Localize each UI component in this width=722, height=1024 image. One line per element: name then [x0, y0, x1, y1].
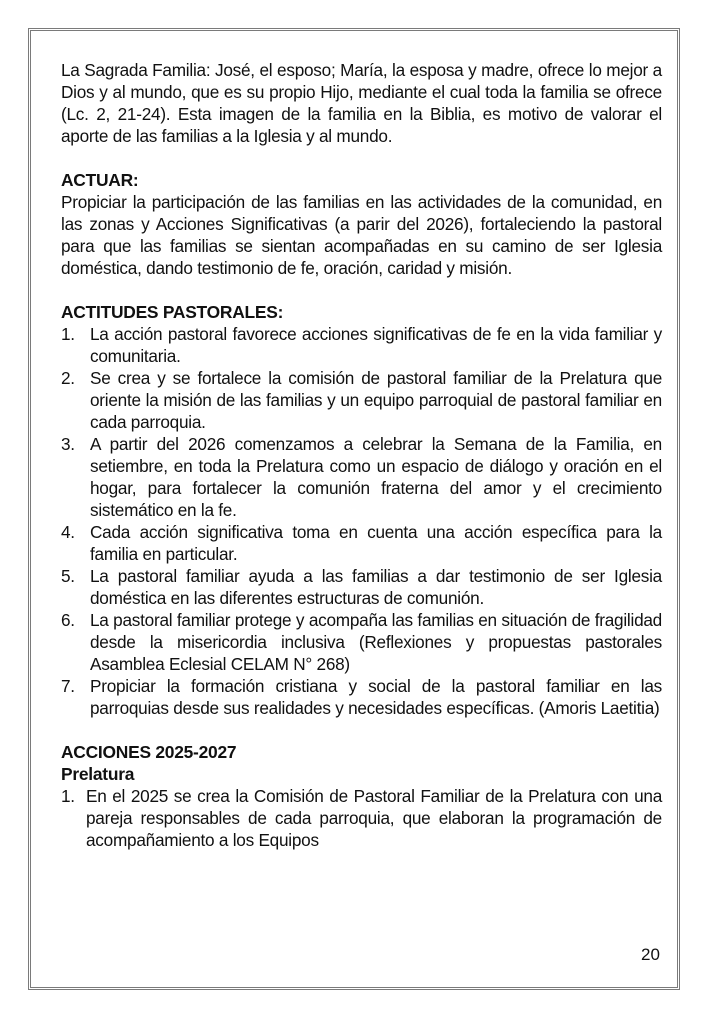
- list-item-number: 7.: [61, 676, 75, 696]
- section-heading-actuar: ACTUAR:: [61, 170, 139, 190]
- subheading-prelatura: Prelatura: [61, 764, 135, 784]
- list-item: [61, 367, 662, 433]
- list-item-text: En el 2025 se crea la Comisión de Pastoral Familiar de la Prelatura con una pareja responsables de cada parroquia, que elaboran la programación de acompañamiento a los Equipos: [86, 786, 662, 850]
- list-item: [61, 521, 662, 565]
- intro-paragraph: La Sagrada Familia: José, el esposo; María, la esposa y madre, ofrece lo mejor a Dios y al mundo, que es su propio Hijo, mediante el cual toda la familia se ofrece (Lc. 2, 21-24). Esta imagen de la familia en la Biblia, es motivo de valorar el aporte de las familias a la Iglesia y al mundo.: [61, 60, 662, 146]
- spacer: [61, 147, 662, 169]
- spacer: [61, 719, 662, 741]
- list-item: [61, 609, 662, 675]
- list-item: [61, 675, 662, 719]
- list-item: [61, 785, 662, 851]
- list-item-text: La acción pastoral favorece acciones significativas de fe en la vida familiar y comunitaria.: [90, 324, 662, 366]
- list-item-text: Cada acción significativa toma en cuenta una acción específica para la familia en particular.: [90, 522, 662, 564]
- list-item-text: A partir del 2026 comenzamos a celebrar la Semana de la Familia, en setiembre, en toda la Prelatura como un espacio de diálogo y oración en el hogar, para fortalecer la comunión fraterna del amor y el crecimiento sistemático en la fe.: [90, 434, 662, 520]
- list-item-number: 5.: [61, 566, 75, 586]
- page-number: 20: [641, 945, 660, 964]
- actitudes-list: [61, 323, 662, 719]
- list-item: [61, 323, 662, 367]
- list-item-number: 1.: [61, 324, 75, 344]
- list-item-text: Se crea y se fortalece la comisión de pastoral familiar de la Prelatura que oriente la misión de las familias y un equipo parroquial de pastoral familiar en cada parroquia.: [90, 368, 662, 432]
- acciones-list: [61, 785, 662, 851]
- actuar-paragraph: Propiciar la participación de las familias en las actividades de la comunidad, en las zonas y Acciones Significativas (a parir del 2026), fortaleciendo la pastoral para que las familias se sientan acompañadas en su camino de ser Iglesia doméstica, dando testimonio de fe, oración, caridad y misión.: [61, 192, 662, 278]
- list-item-number: 1.: [61, 786, 75, 806]
- list-item: [61, 565, 662, 609]
- section-heading-acciones: ACCIONES 2025-2027: [61, 742, 237, 762]
- list-item-number: 4.: [61, 522, 75, 542]
- list-item-number: 2.: [61, 368, 75, 388]
- spacer: [61, 279, 662, 301]
- list-item: [61, 433, 662, 521]
- page-content: [61, 59, 662, 851]
- section-heading-actitudes: ACTITUDES PASTORALES:: [61, 302, 284, 322]
- list-item-number: 3.: [61, 434, 75, 454]
- list-item-text: La pastoral familiar protege y acompaña las familias en situación de fragilidad desde la misericordia inclusiva (Reflexiones y propuestas pastorales Asamblea Eclesial CELAM N° 268): [90, 610, 662, 674]
- list-item-text: La pastoral familiar ayuda a las familias a dar testimonio de ser Iglesia doméstica en las diferentes estructuras de comunión.: [90, 566, 662, 608]
- list-item-text: Propiciar la formación cristiana y social de la pastoral familiar en las parroquias desde sus realidades y necesidades específicas. (Amoris Laetitia): [90, 676, 662, 718]
- list-item-number: 6.: [61, 610, 75, 630]
